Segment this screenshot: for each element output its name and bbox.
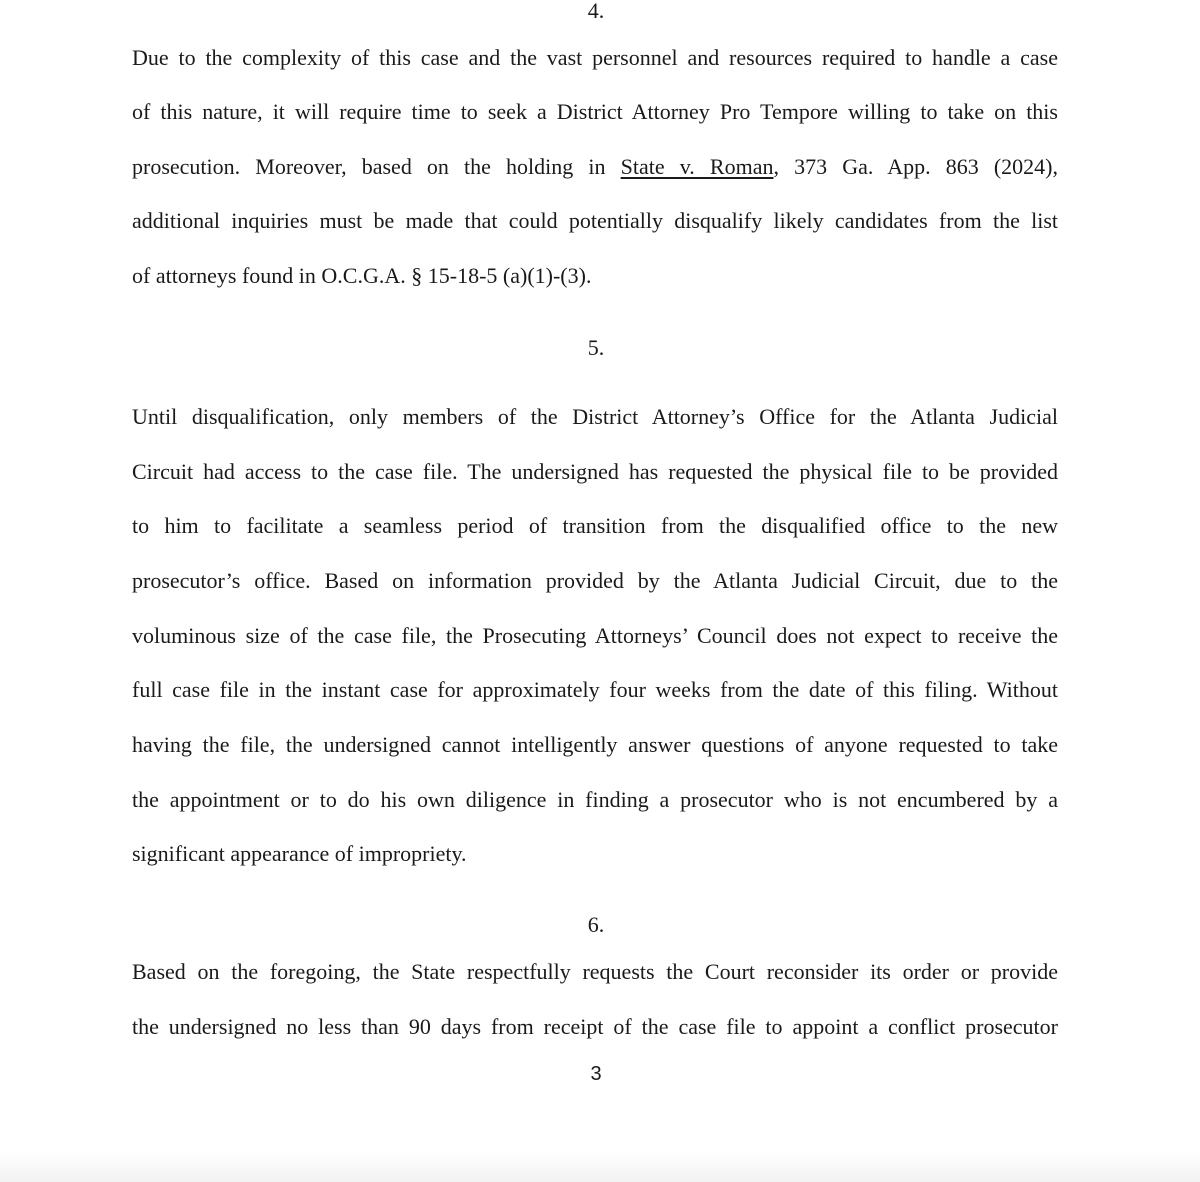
paragraph-5-line-8: the appointment or to do his own diligence in finding a prosecutor who is not encumbered by a <box>132 787 1058 812</box>
paragraph-5-line-2: Circuit had access to the case file. The undersigned has requested the physical file to be provided <box>132 459 1058 484</box>
paragraph-5-line-6: full case file in the instant case for approximately four weeks from the date of this filing. Without <box>132 677 1058 702</box>
paragraph-5-line-9: significant appearance of impropriety. <box>132 841 467 866</box>
paragraph-4-line-1: Due to the complexity of this case and the vast personnel and resources required to handle a case <box>132 45 1058 70</box>
paragraph-4-line-3 <box>132 154 1058 180</box>
paragraph-5-line-3: to him to facilitate a seamless period of transition from the disqualified office to the new <box>132 513 1058 538</box>
paragraph-5-line-5: voluminous size of the case file, the Prosecuting Attorneys’ Council does not expect to receive the <box>132 623 1058 648</box>
citation-text-after: , 373 Ga. App. 863 (2024), <box>773 154 1059 179</box>
paragraph-number-6: 6. <box>587 912 605 937</box>
paragraph-5-line-4: prosecutor’s office. Based on information provided by the Atlanta Judicial Circuit, due to the <box>132 568 1058 593</box>
case-citation-link: State v. Roman <box>620 154 774 179</box>
paragraph-6-line-2: the undersigned no less than 90 days from receipt of the case file to appoint a conflict prosecutor <box>132 1014 1058 1039</box>
paragraph-5-line-1: Until disqualification, only members of the District Attorney’s Office for the Atlanta Judicial <box>132 404 1058 429</box>
paragraph-4-line-2: of this nature, it will require time to seek a District Attorney Pro Tempore willing to take on this <box>132 99 1058 124</box>
paragraph-4-line-4: additional inquiries must be made that could potentially disqualify likely candidates from the list <box>132 208 1058 233</box>
page-bottom-edge <box>0 1152 1200 1182</box>
paragraph-number-5: 5. <box>587 335 605 360</box>
paragraph-number-4: 4. <box>587 0 605 23</box>
paragraph-4-line-5: of attorneys found in O.C.G.A. § 15-18-5 (a)(1)-(3). <box>132 263 592 288</box>
paragraph-5-line-7: having the file, the undersigned cannot intelligently answer questions of anyone requested to take <box>132 732 1058 757</box>
citation-text-before: prosecution. Moreover, based on the holding in <box>132 154 606 179</box>
paragraph-6-line-1: Based on the foregoing, the State respectfully requests the Court reconsider its order or provide <box>132 959 1058 984</box>
page-number: 3 <box>590 1063 602 1085</box>
